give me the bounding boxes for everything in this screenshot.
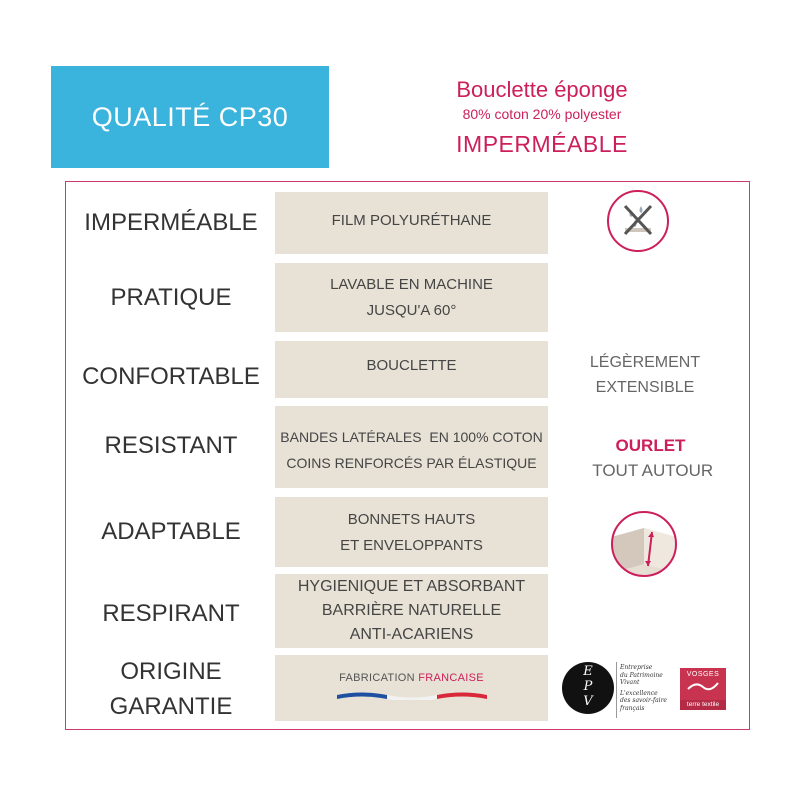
epv-divider [616,662,617,718]
row-detail-impermeable [275,192,548,254]
detail-line: ANTI-ACARIENS [349,626,474,643]
epv-line: du Patrimoine [620,671,663,679]
epv-initial: E [583,664,593,679]
row-detail-pratique [275,263,548,332]
detail-line: LAVABLE EN MACHINE [330,276,493,293]
epv-initial: V [583,694,593,709]
product-feature: IMPERMÉABLE [456,131,628,157]
epv-line: des savoir-faire [620,697,667,704]
row-label-pratique: PRATIQUE [110,284,232,311]
stretch-line: EXTENSIBLE [595,379,695,396]
francaise-text: FRANCAISE [418,672,484,684]
quality-badge: QUALITÉ CP30 [51,66,329,168]
waterproof-drops-icon [605,188,671,254]
detail-line: FILM POLYURÉTHANE [331,212,492,229]
detail-line: BANDES LATÉRALES EN 100% COTON [280,429,543,445]
row-label-respirant: RESPIRANT [102,600,240,627]
detail-line: COINS RENFORCÉS PAR ÉLASTIQUE [286,455,537,471]
detail-line: HYGIENIQUE ET ABSORBANT [297,578,526,595]
product-composition: 80% coton 20% polyester [462,106,622,122]
row-label-resistant: RESISTANT [104,432,238,459]
row-label-impermeable: IMPERMÉABLE [84,209,258,236]
fitted-corner-icon [608,508,680,580]
product-name: Bouclette éponge [456,77,628,102]
row-label-origine [66,654,276,724]
fabrication-francaise-label [275,670,548,686]
epv-logo [560,660,620,720]
hem-note [553,433,748,483]
label-line: GARANTIE [109,693,233,720]
label-line: ORIGINE [120,658,222,685]
vosges-logo [680,668,726,710]
stretch-line: LÉGÈREMENT [589,354,701,371]
epv-line: Vivant [620,679,640,686]
french-flag-icon [337,690,487,700]
stretch-note [560,350,730,400]
epv-initial: P [583,679,593,694]
epv-line: Entreprise [620,664,653,671]
vosges-wave-icon [686,679,720,693]
hem-rest: TOUT AUTOUR [587,461,714,480]
epv-line: L'excellence [620,689,658,697]
vosges-bottom-text: terre textile [680,700,726,710]
row-label-adaptable: ADAPTABLE [101,518,241,545]
detail-line: BONNETS HAUTS [347,511,476,528]
hem-accent: OURLET [615,436,686,455]
detail-line: BOUCLETTE [366,357,457,374]
detail-line: JUSQU'A 60° [366,302,457,319]
epv-line: français [620,704,645,712]
fabrication-text: FABRICATION [339,672,415,684]
detail-line: ET ENVELOPPANTS [340,537,483,554]
row-label-confortable: CONFORTABLE [82,363,260,390]
detail-line: BARRIÈRE NATURELLE [321,602,502,619]
row-detail-origine [275,655,548,721]
vosges-top-text: VOSGES [686,671,720,678]
row-detail-adaptable [275,497,548,567]
row-detail-resistant [275,406,548,488]
row-detail-respirant [275,574,548,648]
row-detail-confortable [275,341,548,398]
epv-text [620,664,678,712]
